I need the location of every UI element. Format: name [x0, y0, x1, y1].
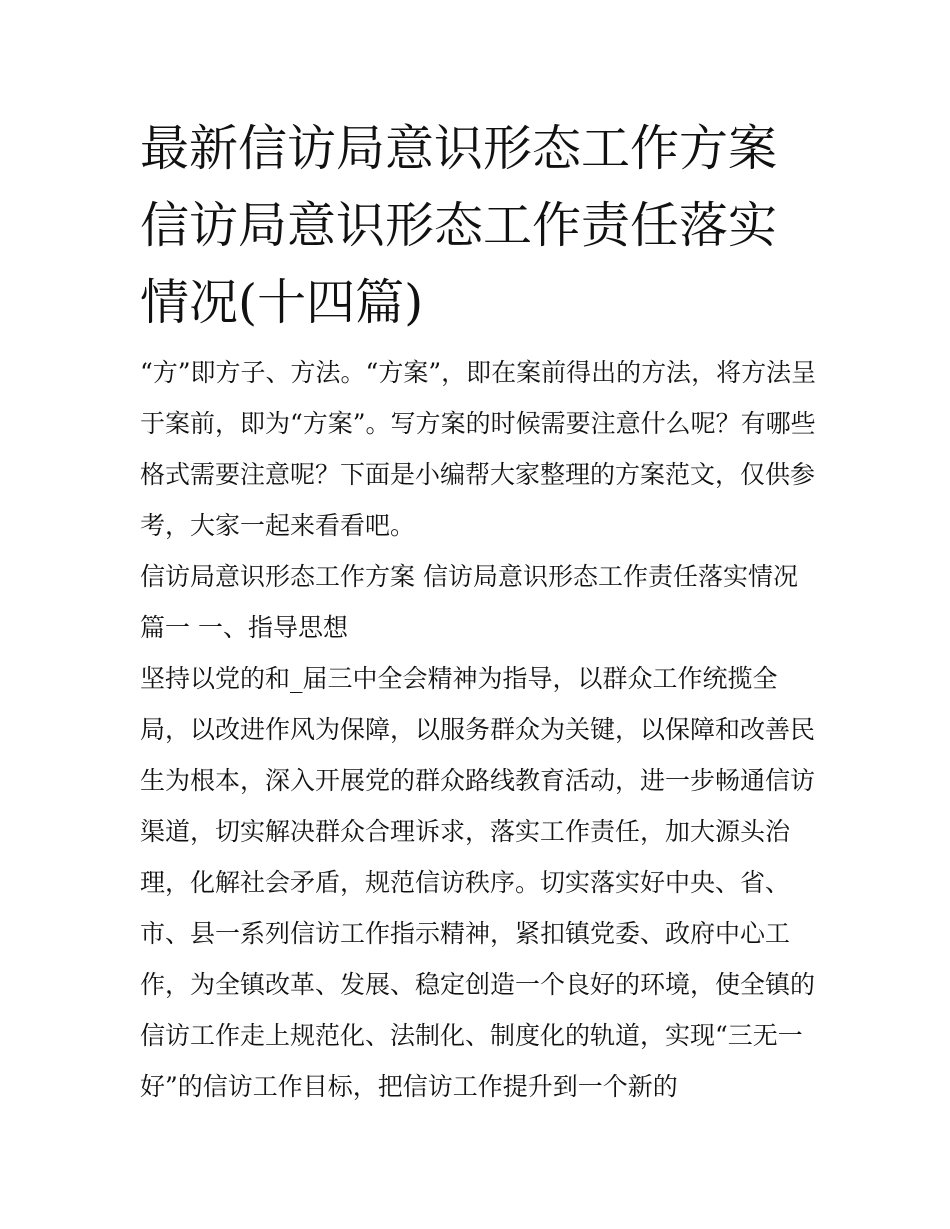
document-title	[140, 110, 830, 341]
intro-line: 格式需要注意呢？下面是小编帮大家整理的方案范文，仅供参	[140, 460, 816, 489]
body-line: 局，以改进作风为保障，以服务群众为关键，以保障和改善民	[140, 715, 816, 744]
intro-line: 考，大家一起来看看吧。	[140, 511, 416, 540]
section-heading-line: 篇一 一、指导思想	[140, 613, 348, 642]
body-line: 坚持以党的和_届三中全会精神为指导，以群众工作统揽全	[140, 664, 778, 693]
title-line: 最新信访局意识形态工作方案	[140, 120, 778, 177]
body-line: 信访工作走上规范化、法制化、制度化的轨道，实现“三无一	[140, 1021, 803, 1050]
document-content	[140, 110, 830, 1112]
body-line: 渠道，切实解决群众合理诉求，落实工作责任，加大源头治	[140, 817, 791, 846]
body-line: 市、县一系列信访工作指示精神，紧扣镇党委、政府中心工	[140, 919, 791, 948]
intro-line: 于案前，即为“方案”。写方案的时候需要注意什么呢？有哪些	[140, 409, 816, 438]
intro-paragraph	[140, 347, 830, 551]
body-line: 作，为全镇改革、发展、稳定创造一个良好的环境，使全镇的	[140, 970, 816, 999]
body-line: 生为根本，深入开展党的群众路线教育活动，进一步畅通信访	[140, 766, 816, 795]
body-paragraph	[140, 653, 830, 1112]
title-line: 信访局意识形态工作责任落实	[140, 197, 778, 254]
section-heading	[140, 551, 830, 653]
body-line: 理，化解社会矛盾，规范信访秩序。切实落实好中央、省、	[140, 868, 791, 897]
title-line: 情况(十四篇)	[140, 274, 424, 331]
intro-line: “方”即方子、方法。“方案”，即在案前得出的方法，将方法呈	[140, 358, 817, 387]
section-heading-line: 信访局意识形态工作方案 信访局意识形态工作责任落实情况	[140, 562, 798, 591]
body-line: 好”的信访工作目标，把信访工作提升到一个新的	[140, 1072, 678, 1101]
